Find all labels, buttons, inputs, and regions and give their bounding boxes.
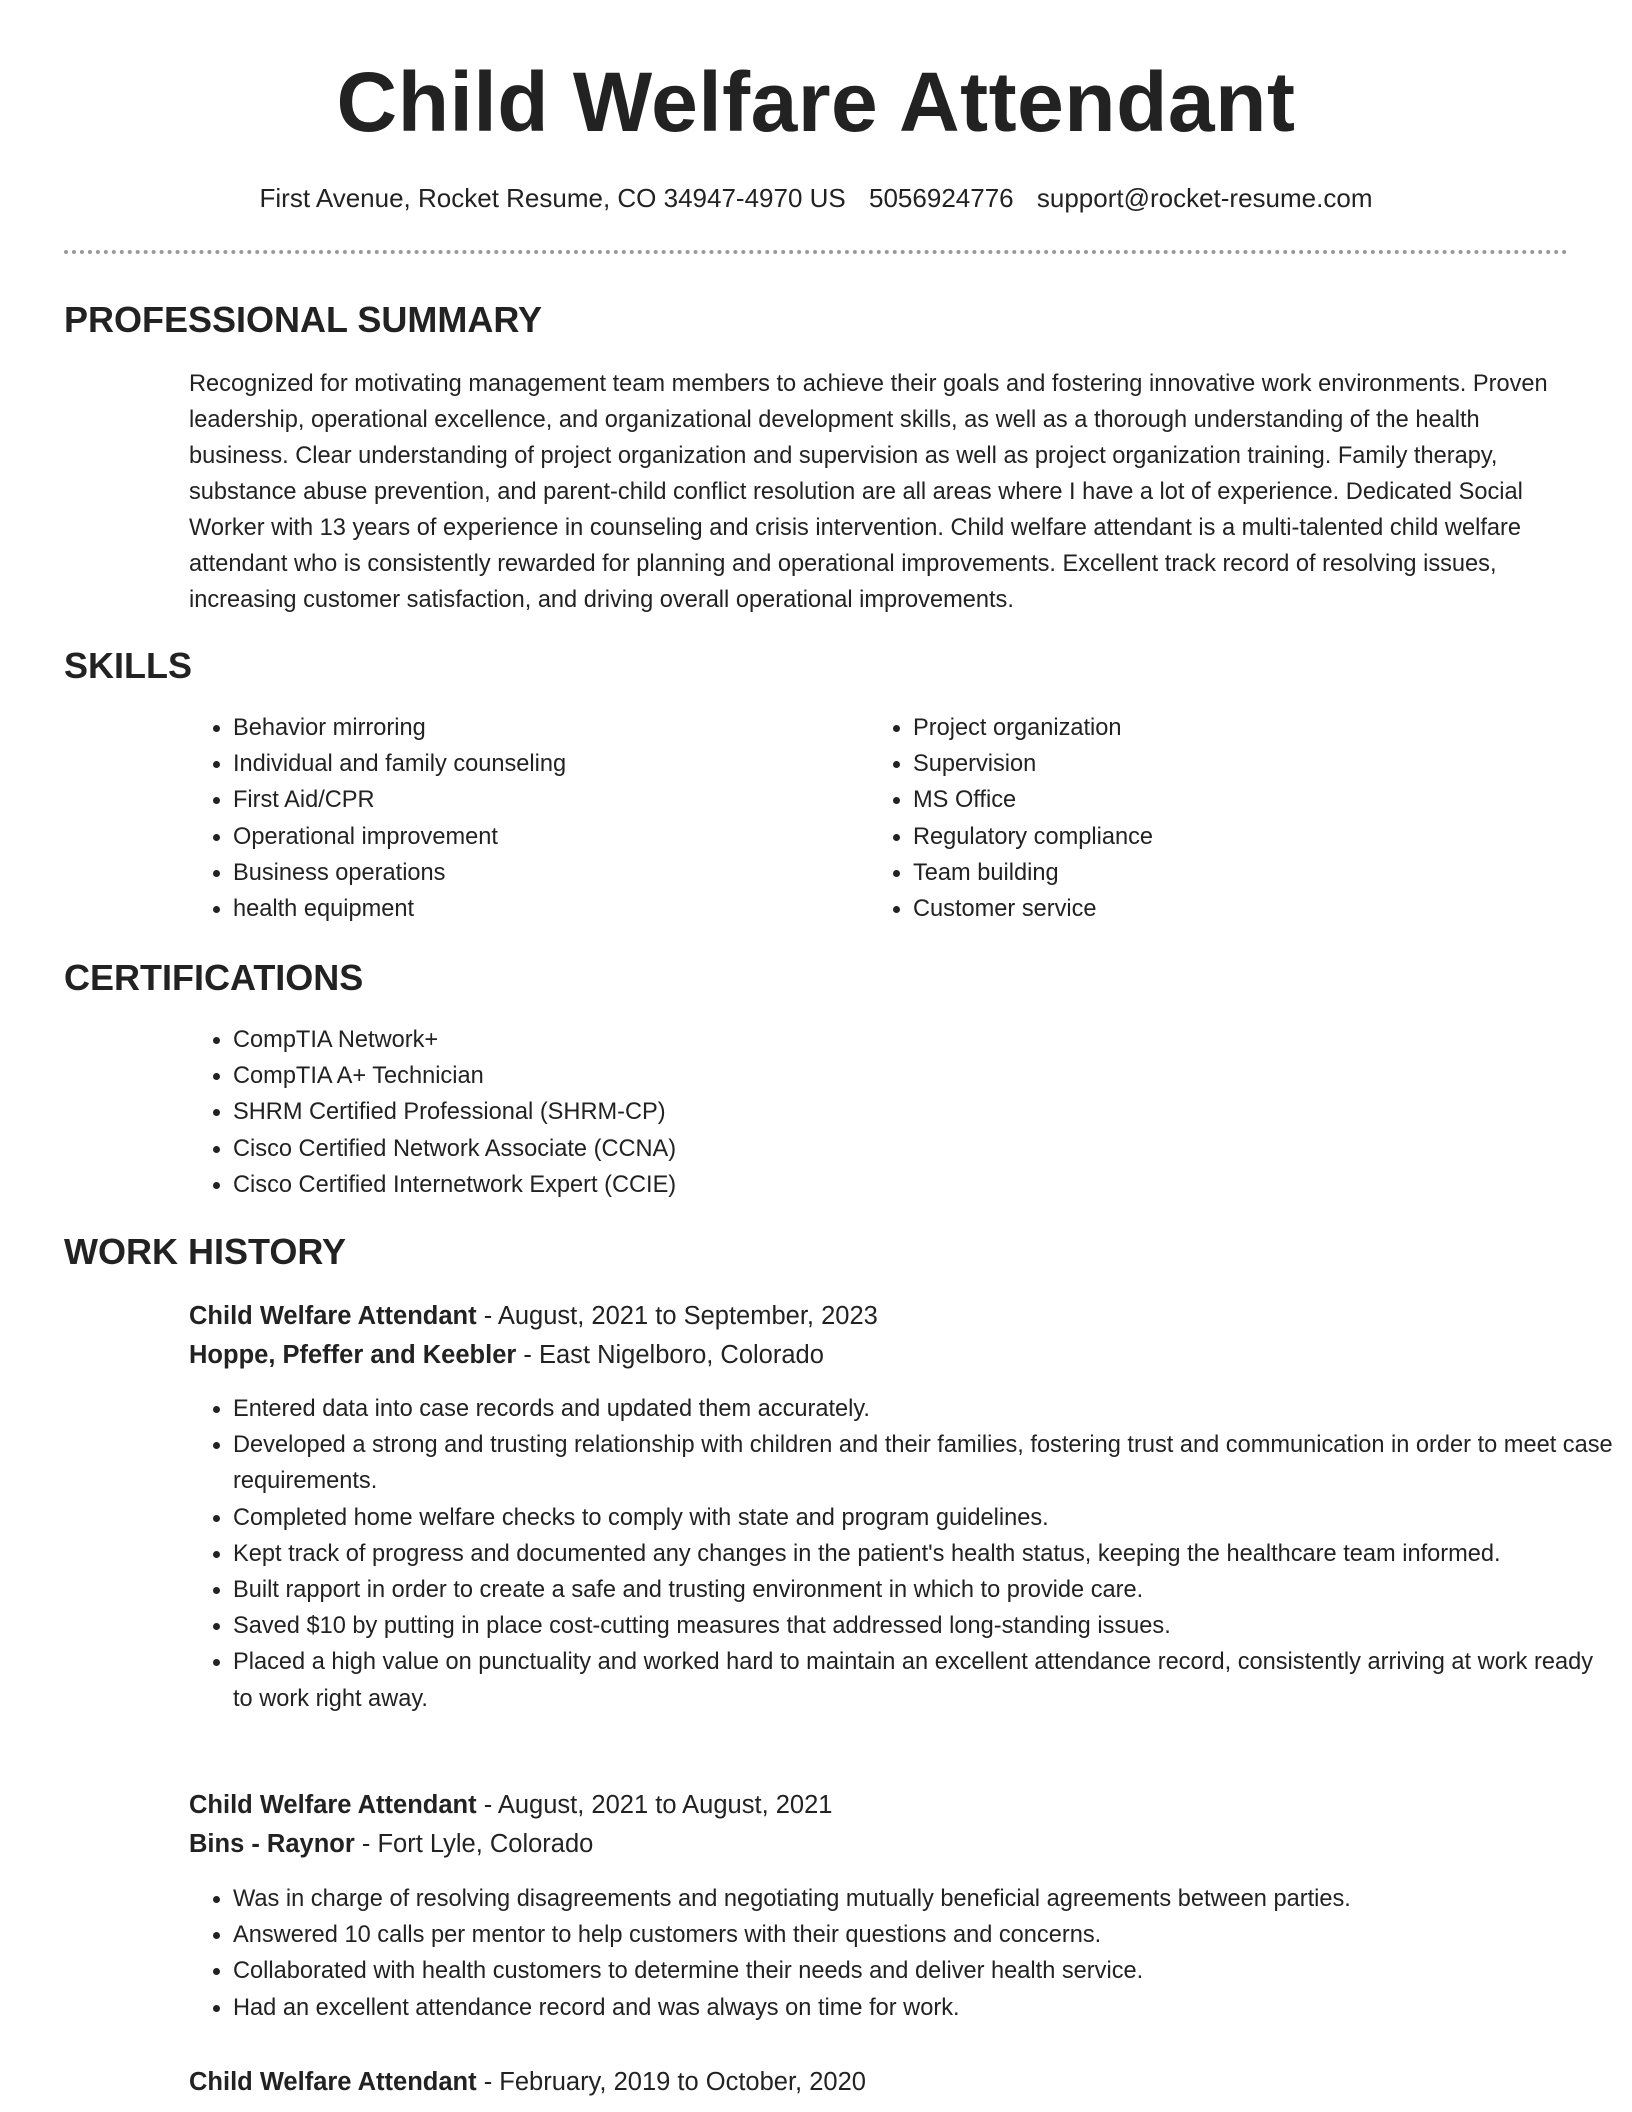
job-duty-item: • Entered data into case records and updated them accurately.: [233, 1391, 1613, 1427]
job-duty-item: • Built rapport in order to create a safe and trusting environment in which to provide care.: [233, 1572, 1613, 1608]
job-dates: - February, 2019 to October, 2020: [476, 2068, 866, 2096]
job-duty-item: • Had an excellent attendance record and was always on time for work.: [233, 1990, 1613, 2026]
job-company-line: [189, 1336, 824, 1374]
skill-item: • Supervision: [913, 746, 1533, 782]
job-role: Child Welfare Attendant: [189, 2068, 477, 2096]
header-divider: [64, 250, 1568, 254]
skills-list-right: [869, 710, 1533, 927]
skill-item: • Operational improvement: [233, 819, 853, 855]
job-duties-list: [189, 1391, 1613, 1717]
job-title-line: [189, 2063, 866, 2101]
job-dates: - August, 2021 to August, 2021: [476, 1791, 833, 1819]
skill-item: • Business operations: [233, 855, 853, 891]
job-duty-item: • Placed a high value on punctuality and worked hard to maintain an excellent attendance record, consistently arriving at work ready to work right away.: [233, 1644, 1613, 1716]
skill-item: • Regulatory compliance: [913, 819, 1533, 855]
skill-item: • Project organization: [913, 710, 1533, 746]
job-company: Bins - Raynor: [189, 1830, 355, 1858]
job-title-line: [189, 1786, 832, 1824]
skill-item: • First Aid/CPR: [233, 782, 853, 818]
candidate-name: Child Welfare Attendant: [336, 55, 1296, 149]
job-company: Hoppe, Pfeffer and Keebler: [189, 1341, 517, 1369]
skills-list-left: [189, 710, 853, 927]
summary-text: Recognized for motivating management team members to achieve their goals and fostering innovative work environments. Proven leadership, operational excellence, and organizational development skills, as well as a thorough understanding of the health business. Clear understanding of project organization and supervision as well as project organization training. Family therapy, substance abuse prevention, and parent-child conflict resolution are all areas where I have a lot of experience. Dedicated Social Worker with 13 years of experience in counseling and crisis intervention. Child welfare attendant is a multi-talented child welfare attendant who is consistently rewarded for planning and operational improvements. Excellent track record of resolving issues, increasing customer satisfaction, and driving overall operational improvements.: [189, 371, 1548, 613]
certification-item: • SHRM Certified Professional (SHRM-CP): [233, 1094, 1613, 1130]
work-history-heading: WORK HISTORY: [64, 1231, 347, 1272]
job-duty-item: • Completed home welfare checks to comply with state and program guidelines.: [233, 1500, 1613, 1536]
skill-item: • Individual and family counseling: [233, 746, 853, 782]
certifications-list: [189, 1022, 1613, 1203]
job-duty-item: • Collaborated with health customers to determine their needs and deliver health service.: [233, 1953, 1613, 1989]
job-duty-item: • Saved $10 by putting in place cost-cutting measures that addressed long-standing issues.: [233, 1608, 1613, 1644]
certification-item: • Cisco Certified Network Associate (CCNA): [233, 1131, 1613, 1167]
job-dates: - August, 2021 to September, 2023: [476, 1302, 878, 1330]
skill-item: • health equipment: [233, 891, 853, 927]
contact-email[interactable]: support@rocket-resume.com: [1036, 183, 1373, 213]
skill-item: • Team building: [913, 855, 1533, 891]
job-duty-item: • Was in charge of resolving disagreements and negotiating mutually beneficial agreements between parties.: [233, 1881, 1613, 1917]
job-duty-item: • Answered 10 calls per mentor to help customers with their questions and concerns.: [233, 1917, 1613, 1953]
skill-item: • MS Office: [913, 782, 1533, 818]
job-title-line: [189, 1297, 878, 1335]
certification-item: • CompTIA A+ Technician: [233, 1058, 1613, 1094]
certification-item: • Cisco Certified Internetwork Expert (CCIE): [233, 1167, 1613, 1203]
summary-heading: PROFESSIONAL SUMMARY: [64, 299, 543, 340]
job-duty-item: • Developed a strong and trusting relationship with children and their families, fostering trust and communication in order to meet case requirements.: [233, 1427, 1613, 1499]
contact-address: First Avenue, Rocket Resume, CO 34947-4970 US: [259, 183, 846, 213]
contact-line: [0, 180, 1632, 216]
job-role: Child Welfare Attendant: [189, 1302, 477, 1330]
skill-item: • Customer service: [913, 891, 1533, 927]
skills-heading: SKILLS: [64, 645, 193, 686]
job-location: - East Nigelboro, Colorado: [516, 1341, 824, 1369]
contact-phone: 5056924776: [869, 183, 1014, 213]
job-duties-list: [189, 1881, 1613, 2026]
certification-item: • CompTIA Network+: [233, 1022, 1613, 1058]
job-role: Child Welfare Attendant: [189, 1791, 477, 1819]
job-duty-item: • Kept track of progress and documented any changes in the patient's health status, keeping the healthcare team informed.: [233, 1536, 1613, 1572]
job-company-line: [189, 1825, 593, 1863]
skill-item: • Behavior mirroring: [233, 710, 853, 746]
job-location: - Fort Lyle, Colorado: [354, 1830, 594, 1858]
certifications-heading: CERTIFICATIONS: [64, 957, 364, 998]
